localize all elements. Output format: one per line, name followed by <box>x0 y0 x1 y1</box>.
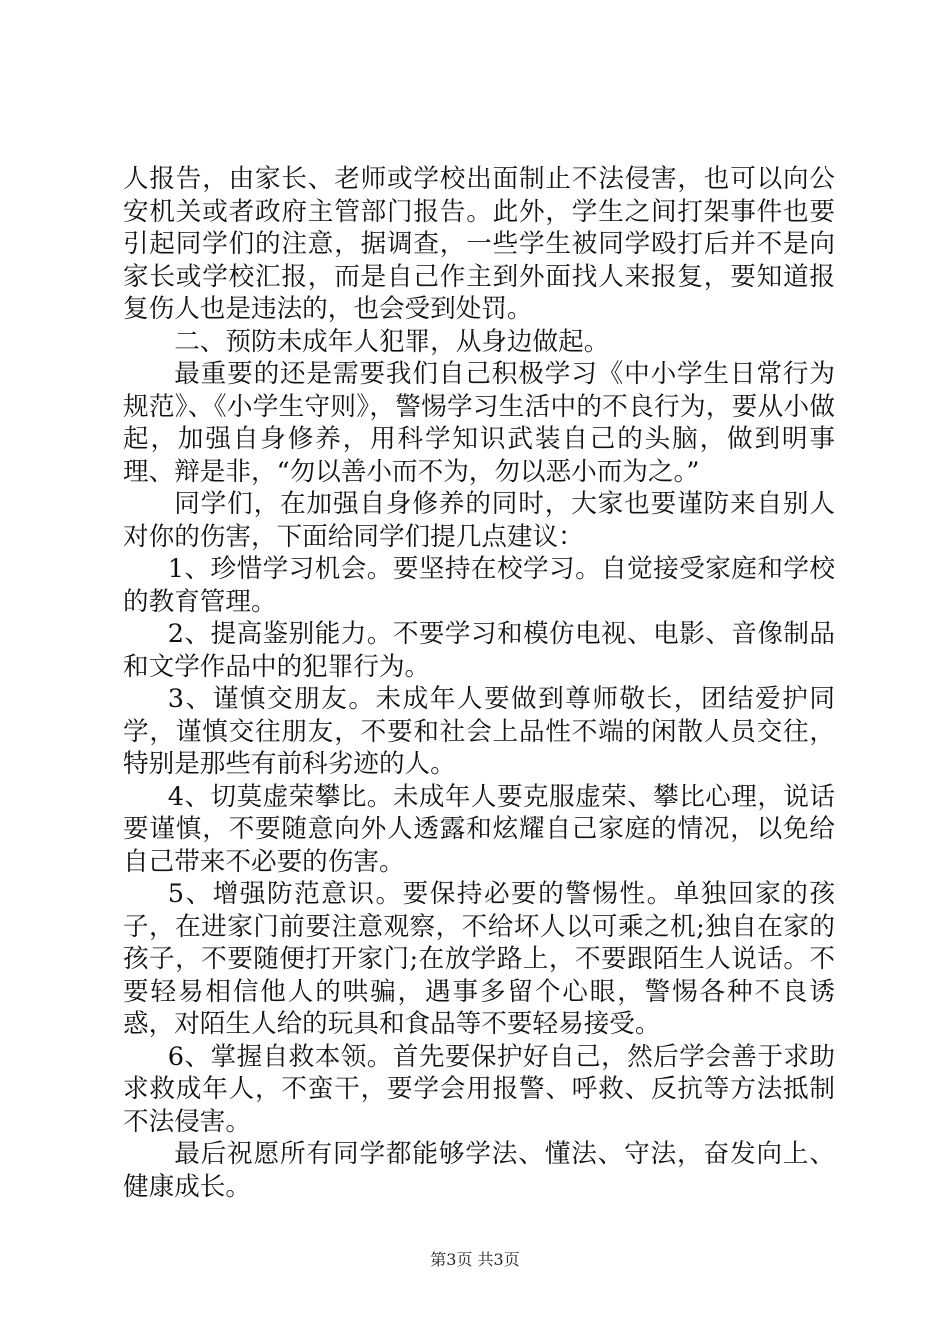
document-body <box>123 163 835 1203</box>
page-number-footer: 第3页 共3页 <box>430 1250 520 1269</box>
list-item-2: 2、提高鉴别能力。不要学习和模仿电视、电影、音像制品和文学作品中的犯罪行为。 <box>123 619 835 682</box>
section-heading-prevention: 二、预防未成年人犯罪，从身边做起。 <box>174 326 610 357</box>
list-item-5: 5、增强防范意识。要保持必要的警惕性。单独回家的孩子，在进家门前要注意观察，不给坏人以可乘之机;独自在家的孩子，不要随便打开家门;在放学路上，不要跟陌生人说话。不要轻易相信他人的哄骗，遇事多留个心眼，警惕各种不良诱惑，对陌生人给的玩具和食品等不要轻易接受。 <box>123 879 835 1039</box>
paragraph-self-study: 最重要的还是需要我们自己积极学习《中小学生日常行为规范》、《小学生守则》，警惕学习生活中的不良行为，要从小做起，加强自身修养，用科学知识武装自己的头脑，做到明事理、辩是非，“勿以善小而不为，勿以恶小而为之。” <box>123 359 835 487</box>
list-item-6: 6、掌握自救本领。首先要保护好自己，然后学会善于求助求救成年人，不蛮干，要学会用报警、呼救、反抗等方法抵制不法侵害。 <box>123 1041 835 1137</box>
paragraph-continuation: 人报告，由家长、老师或学校出面制止不法侵害，也可以向公安机关或者政府主管部门报告。此外，学生之间打架事件也要引起同学们的注意，据调查，一些学生被同学殴打后并不是向家长或学校汇报，而是自己作主到外面找人来报复，要知道报复伤人也是违法的，也会受到处罚。 <box>123 164 835 324</box>
paragraph-advice-intro: 同学们，在加强自身修养的同时，大家也要谨防来自别人对你的伤害，下面给同学们提几点建议： <box>123 489 835 552</box>
paragraph-closing-wish: 最后祝愿所有同学都能够学法、懂法、守法，奋发向上、健康成长。 <box>123 1139 835 1202</box>
list-item-3: 3、谨慎交朋友。未成年人要做到尊师敬长，团结爱护同学，谨慎交往朋友，不要和社会上品性不端的闲散人员交往，特别是那些有前科劣迹的人。 <box>123 684 835 779</box>
list-item-4: 4、切莫虚荣攀比。未成年人要克服虚荣、攀比心理，说话要谨慎，不要随意向外人透露和炫耀自己家庭的情况，以免给自己带来不必要的伤害。 <box>123 781 835 877</box>
list-item-1: 1、珍惜学习机会。要坚持在校学习。自觉接受家庭和学校的教育管理。 <box>123 554 835 617</box>
